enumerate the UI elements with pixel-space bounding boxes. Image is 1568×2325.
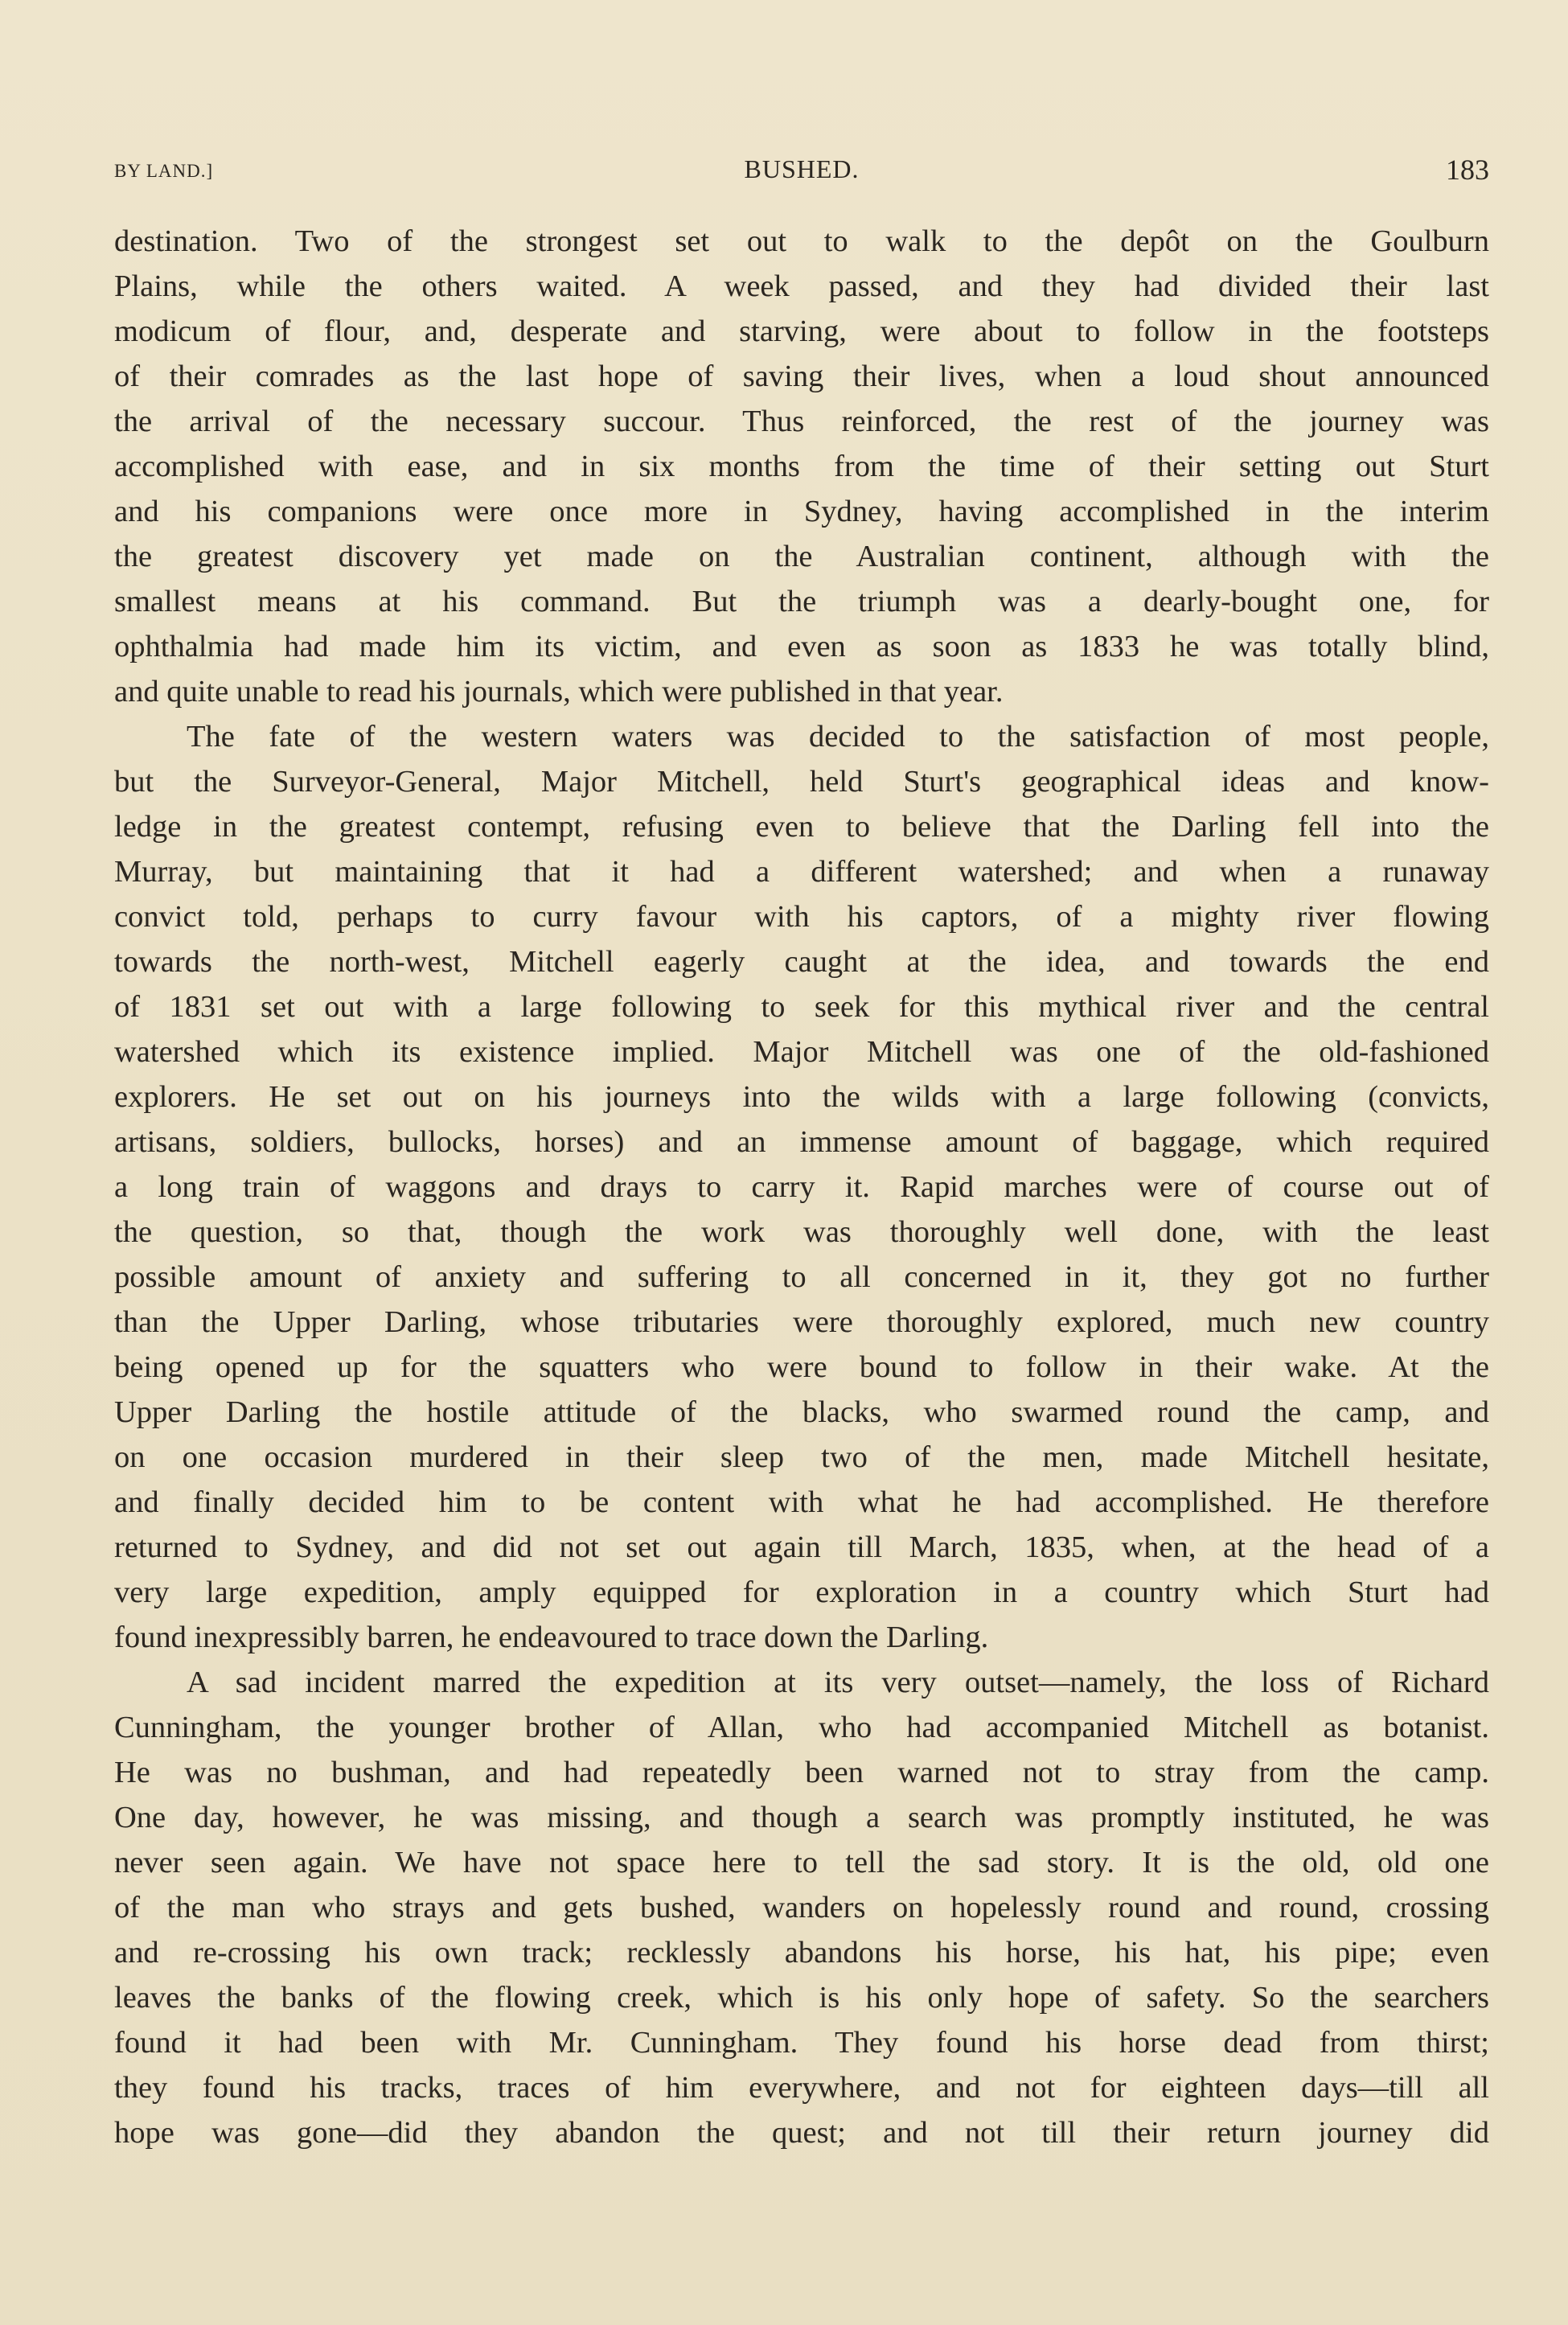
text-line: than the Upper Darling, whose tributaries were thoroughly explored, much new country xyxy=(114,1305,1489,1339)
body-text xyxy=(114,219,1489,2155)
text-line: found it had been with Mr. Cunningham. They found his horse dead from thirst; xyxy=(114,2026,1489,2060)
text-line: towards the north-west, Mitchell eagerly caught at the idea, and towards the end xyxy=(114,945,1489,979)
text-line: of their comrades as the last hope of saving their lives, when a loud shout announced xyxy=(114,359,1489,393)
text-line: the arrival of the necessary succour. Thus reinforced, the rest of the journey was xyxy=(114,405,1489,438)
text-line: He was no bushman, and had repeatedly been warned not to stray from the camp. xyxy=(114,1756,1489,1789)
text-line: Murray, but maintaining that it had a different watershed; and when a runaway xyxy=(114,855,1489,889)
text-line: destination. Two of the strongest set out to walk to the depôt on the Goulburn xyxy=(114,224,1489,258)
text-line: leaves the banks of the flowing creek, which is his only hope of safety. So the searchers xyxy=(114,1981,1489,2015)
running-head xyxy=(114,151,1489,191)
text-line: found inexpressibly barren, he endeavoured to trace down the Darling. xyxy=(114,1621,989,1654)
text-line: The fate of the western waters was decided to the satisfaction of most people, xyxy=(187,720,1489,754)
text-line: ophthalmia had made him its victim, and even as soon as 1833 he was totally blind, xyxy=(114,630,1489,663)
text-line: Cunningham, the younger brother of Allan, who had accompanied Mitchell as botanist. xyxy=(114,1711,1489,1744)
text-line: never seen again. We have not space here to tell the sad story. It is the old, old one xyxy=(114,1846,1489,1879)
text-line: hope was gone—did they abandon the quest; and not till their return journey did xyxy=(114,2116,1489,2150)
text-line: watershed which its existence implied. Major Mitchell was one of the old-fashioned xyxy=(114,1035,1489,1069)
text-line: convict told, perhaps to curry favour with his captors, of a mighty river flowing xyxy=(114,900,1489,934)
text-line: One day, however, he was missing, and though a search was promptly instituted, he was xyxy=(114,1801,1489,1834)
text-line: and quite unable to read his journals, which were published in that year. xyxy=(114,675,1004,709)
text-line: and his companions were once more in Sydney, having accomplished in the interim xyxy=(114,495,1489,528)
text-line: modicum of flour, and, desperate and starving, were about to follow in the footsteps xyxy=(114,314,1489,348)
page-number: 183 xyxy=(1446,154,1489,186)
text-line: and re-crossing his own track; recklessly abandons his horse, his hat, his pipe; even xyxy=(114,1936,1489,1970)
text-line: artisans, soldiers, bullocks, horses) and an immense amount of baggage, which required xyxy=(114,1125,1489,1159)
running-head-left: BY LAND.] xyxy=(114,161,214,181)
text-line: but the Surveyor-General, Major Mitchell, held Sturt's geographical ideas and know- xyxy=(114,765,1489,799)
text-line: very large expedition, amply equipped for exploration in a country which Sturt had xyxy=(114,1575,1489,1609)
text-line: the question, so that, though the work was thoroughly well done, with the least xyxy=(114,1215,1489,1249)
text-line: a long train of waggons and drays to carry it. Rapid marches were of course out of xyxy=(114,1170,1489,1204)
text-line: they found his tracks, traces of him everywhere, and not for eighteen days—till all xyxy=(114,2071,1489,2105)
text-line: Plains, while the others waited. A week passed, and they had divided their last xyxy=(114,269,1489,303)
text-line: and finally decided him to be content with what he had accomplished. He therefore xyxy=(114,1485,1489,1519)
text-line: explorers. He set out on his journeys into the wilds with a large following (convicts, xyxy=(114,1080,1489,1114)
text-line: A sad incident marred the expedition at its very outset—namely, the loss of Richard xyxy=(187,1666,1489,1699)
text-line: possible amount of anxiety and suffering to all concerned in it, they got no further xyxy=(114,1260,1489,1294)
text-line: being opened up for the squatters who were bound to follow in their wake. At the xyxy=(114,1350,1489,1384)
text-line: ledge in the greatest contempt, refusing even to believe that the Darling fell into the xyxy=(114,810,1489,844)
text-line: accomplished with ease, and in six months from the time of their setting out Sturt xyxy=(114,450,1489,483)
text-line: on one occasion murdered in their sleep two of the men, made Mitchell hesitate, xyxy=(114,1440,1489,1474)
text-line: smallest means at his command. But the triumph was a dearly-bought one, for xyxy=(114,585,1489,618)
chapter-title: BUSHED. xyxy=(744,154,860,183)
text-line: Upper Darling the hostile attitude of the blacks, who swarmed round the camp, and xyxy=(114,1395,1489,1429)
text-line: of the man who strays and gets bushed, wanders on hopelessly round and round, crossing xyxy=(114,1891,1489,1924)
text-line: returned to Sydney, and did not set out again till March, 1835, when, at the head of a xyxy=(114,1530,1489,1564)
text-line: the greatest discovery yet made on the Australian continent, although with the xyxy=(114,540,1489,573)
text-line: of 1831 set out with a large following to seek for this mythical river and the central xyxy=(114,990,1489,1024)
